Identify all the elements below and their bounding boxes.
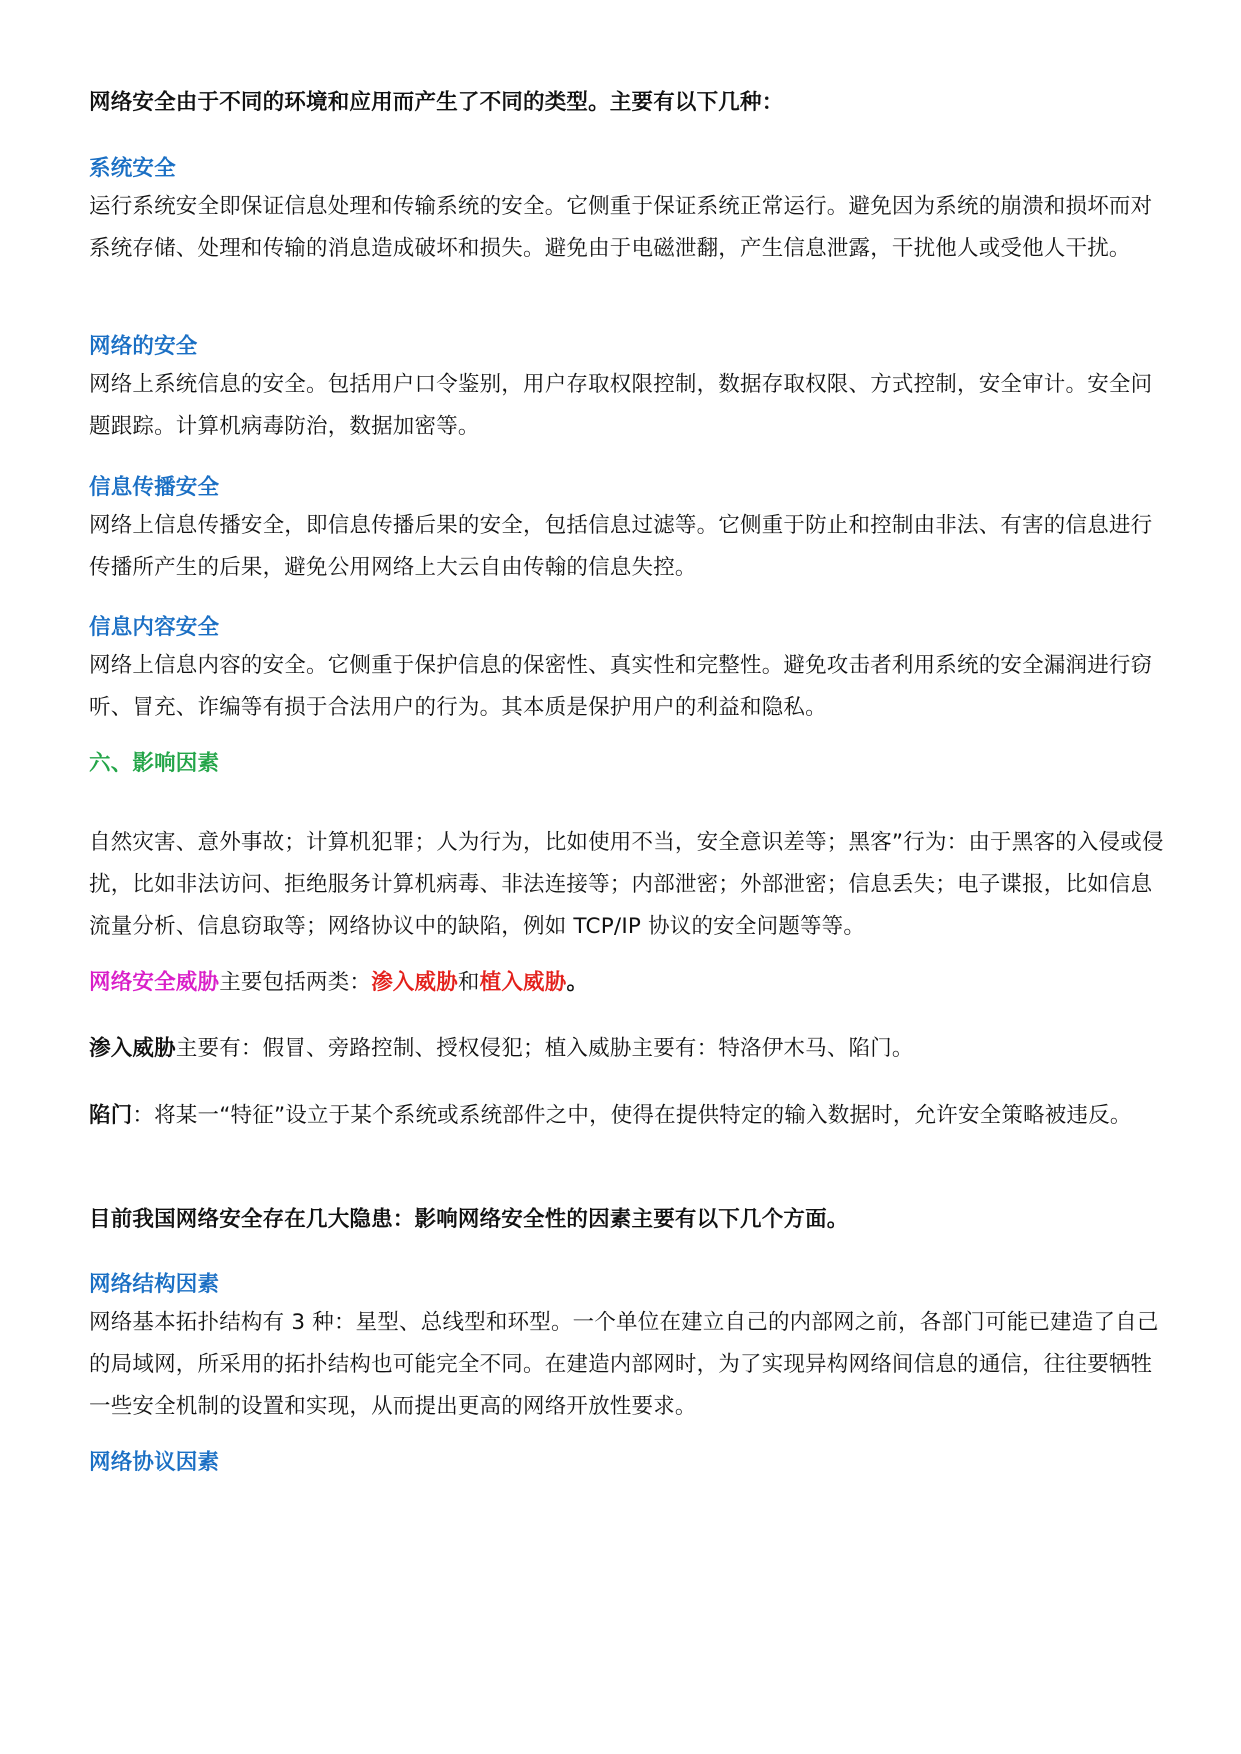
structure-text: 网络基本拓扑结构有 3 种：星型、总线型和环型。一个单位在建立自己的内部网之前，各部门可能已建造了自己的局域网，所采用的拓扑结构也可能完全不同。在建造内部网时，为了实现异构网络间信息的通信，往往要牺牲一些安全机制的设置和实现，从而提出更高的网络开放性要求。: [89, 1310, 1159, 1419]
hazards-heading: 目前我国网络安全存在几大隐患：影响网络安全性的因素主要有以下几个方面。: [89, 1207, 849, 1232]
threat-type-penetration: 渗入威胁: [371, 970, 458, 995]
section-title-info-propagation: 信息传播安全: [89, 475, 220, 500]
threats-mid-text: 主要包括两类：: [219, 970, 372, 995]
factors-text: 自然灾害、意外事故；计算机犯罪；人为行为，比如使用不当，安全意识差等；黑客”行为：由于黑客的入侵或侵扰，比如非法访问、拒绝服务计算机病毒、非法连接等；内部泄密；外部泄密；信息丢失；电子谍报，比如信息流量分析、信息窃取等；网络协议中的缺陷，例如 TCP/IP 协议的安全问题等等。: [89, 830, 1164, 939]
threats-paragraph: [89, 962, 1164, 1004]
section-text-system-security: 运行系统安全即保证信息处理和传输系统的安全。它侧重于保证系统正常运行。避免因为系统的崩溃和损坏而对系统存储、处理和传输的消息造成破坏和损失。避免由于电磁泄翻，产生信息泄露，干扰他人或受他人干扰。: [89, 194, 1153, 261]
section-title-info-content: 信息内容安全: [89, 615, 220, 640]
penetration-term: 渗入威胁: [89, 1036, 176, 1061]
factors-heading: 六、影响因素: [89, 751, 220, 776]
threats-and-text: 和: [457, 970, 480, 995]
threats-term: 网络安全威胁: [89, 970, 220, 995]
intro-heading: 网络安全由于不同的环境和应用而产生了不同的类型。主要有以下几种：: [89, 90, 784, 115]
trapdoor-text: ：将某一“特征”设立于某个系统或系统部件之中，使得在提供特定的输入数据时，允许安全策略被违反。: [132, 1103, 1132, 1128]
trapdoor-paragraph: [89, 1095, 1164, 1137]
trapdoor-term: 陷门: [89, 1103, 133, 1128]
threat-type-implant: 植入威胁: [479, 970, 567, 995]
section-text-info-propagation: 网络上信息传播安全，即信息传播后果的安全，包括信息过滤等。它侧重于防止和控制由非法、有害的信息进行传播所产生的后果，避免公用网络上大云自由传翰的信息失控。: [89, 513, 1153, 580]
penetration-paragraph: [89, 1028, 1164, 1070]
structure-heading: 网络结构因素: [89, 1272, 220, 1297]
threats-end-punct: 。: [566, 970, 589, 995]
section-title-system-security: 系统安全: [89, 156, 176, 181]
penetration-text: 主要有：假冒、旁路控制、授权侵犯；植入威胁主要有：特洛伊木马、陷门。: [175, 1036, 914, 1061]
protocol-heading: 网络协议因素: [89, 1450, 220, 1475]
section-text-info-content: 网络上信息内容的安全。它侧重于保护信息的保密性、真实性和完整性。避免攻击者利用系统的安全漏润进行窃听、冒充、诈编等有损于合法用户的行为。其本质是保护用户的利益和隐私。: [89, 653, 1153, 720]
section-text-network-security: 网络上系统信息的安全。包括用户口令鉴别，用户存取权限控制，数据存取权限、方式控制，安全审计。安全问题跟踪。计算机病毒防治，数据加密等。: [89, 372, 1153, 439]
section-title-network-security: 网络的安全: [89, 334, 198, 359]
